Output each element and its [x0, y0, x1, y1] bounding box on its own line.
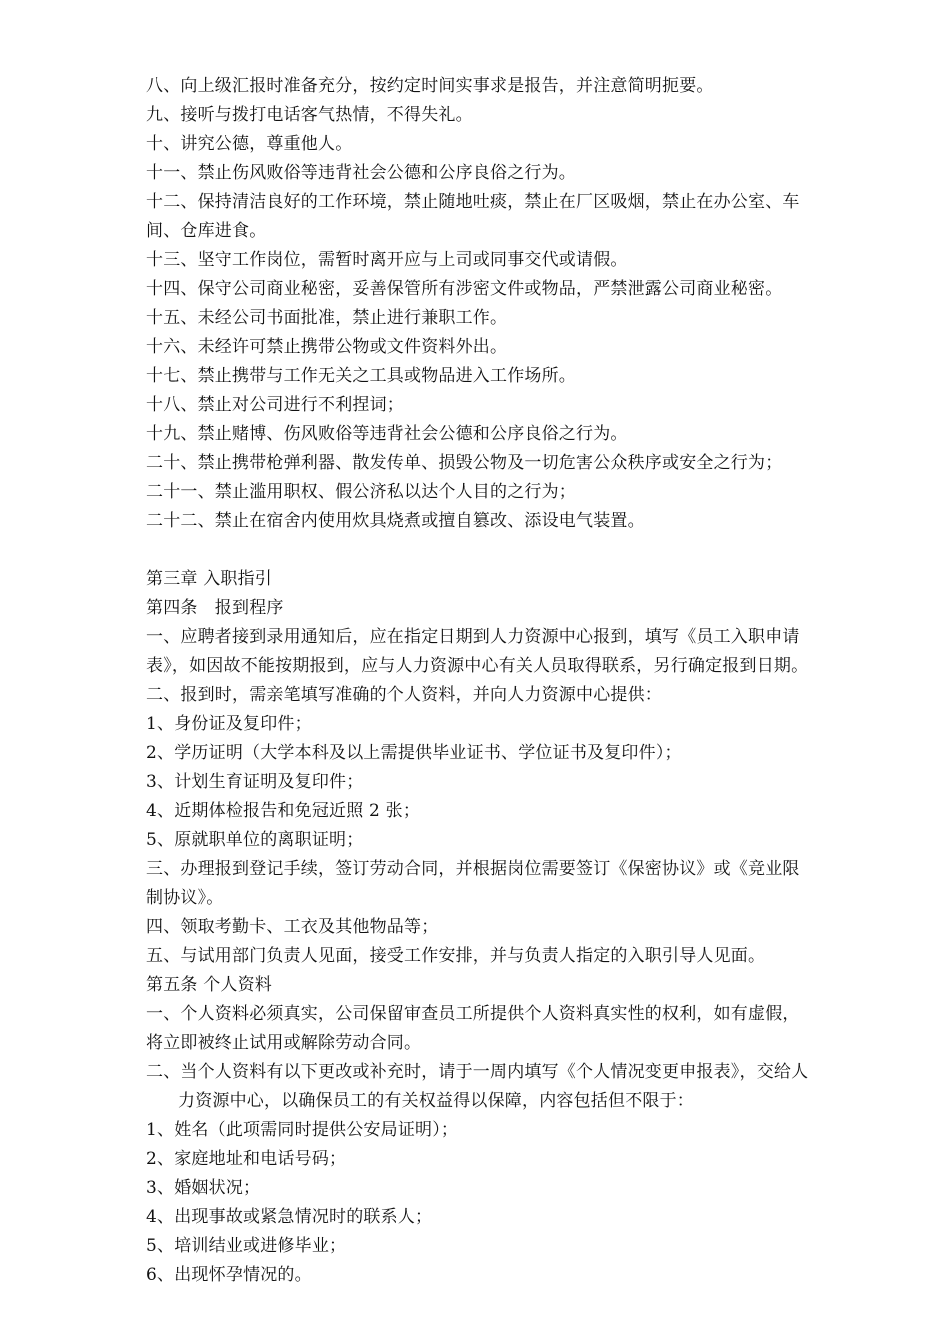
rule-line: 十八、禁止对公司进行不利捏词；	[146, 395, 404, 415]
rule-line: 十六、未经许可禁止携带公物或文件资料外出。	[146, 337, 508, 357]
article-line: 四、领取考勤卡、工衣及其他物品等；	[146, 917, 439, 937]
rule-line: 二十、禁止携带枪弹利器、散发传单、损毁公物及一切危害公众秩序或安全之行为；	[146, 453, 783, 473]
rule-line: 十四、保守公司商业秘密，妥善保管所有涉密文件或物品，严禁泄露公司商业秘密。	[146, 279, 783, 299]
article-line: 6、出现怀孕情况的。	[146, 1265, 312, 1285]
article-4	[146, 594, 886, 971]
article-title: 第四条 报到程序	[146, 598, 284, 618]
rule-line: 八、向上级汇报时准备充分，按约定时间实事求是报告，并注意简明扼要。	[146, 76, 714, 96]
article-line: 2、学历证明（大学本科及以上需提供毕业证书、学位证书及复印件）；	[146, 743, 682, 763]
article-line: 1、身份证及复印件；	[146, 714, 312, 734]
rules-list	[146, 72, 886, 536]
rule-line: 十二、保持清洁良好的工作环境，禁止随地吐痰，禁止在厂区吸烟，禁止在办公室、车	[146, 192, 800, 212]
article-line: 3、婚姻状况；	[146, 1178, 261, 1198]
document-page	[146, 72, 886, 1290]
rule-line: 十三、坚守工作岗位，需暂时离开应与上司或同事交代或请假。	[146, 250, 628, 270]
rule-line: 十七、禁止携带与工作无关之工具或物品进入工作场所。	[146, 366, 576, 386]
article-line: 五、与试用部门负责人见面，接受工作安排，并与负责人指定的入职引导人见面。	[146, 946, 766, 966]
article-title: 第五条 个人资料	[146, 975, 273, 995]
chapter-title: 第三章 入职指引	[146, 569, 273, 589]
article-line: 二、报到时，需亲笔填写准确的个人资料，并向人力资源中心提供：	[146, 685, 662, 705]
article-line: 2、家庭地址和电话号码；	[146, 1149, 347, 1169]
article-line: 三、办理报到登记手续，签订劳动合同，并根据岗位需要签订《保密协议》或《竞业限	[146, 859, 800, 879]
article-line: 5、原就职单位的离职证明；	[146, 830, 364, 850]
article-line: 表》，如因故不能按期报到，应与人力资源中心有关人员取得联系，另行确定报到日期。	[146, 656, 809, 676]
rule-line: 十、讲究公德，尊重他人。	[146, 134, 353, 154]
rule-line: 二十一、禁止滥用职权、假公济私以达个人目的之行为；	[146, 482, 576, 502]
article-line: 1、姓名（此项需同时提供公安局证明）；	[146, 1120, 459, 1140]
article-line: 力资源中心，以确保员工的有关权益得以保障，内容包括但不限于：	[178, 1091, 694, 1111]
article-line: 5、培训结业或进修毕业；	[146, 1236, 347, 1256]
rule-line: 二十二、禁止在宿舍内使用炊具烧煮或擅自篡改、添设电气装置。	[146, 511, 645, 531]
rule-line: 十一、禁止伤风败俗等违背社会公德和公序良俗之行为。	[146, 163, 576, 183]
article-line: 4、出现事故或紧急情况时的联系人；	[146, 1207, 433, 1227]
article-line: 一、个人资料必须真实，公司保留审查员工所提供个人资料真实性的权利，如有虚假，	[146, 1004, 800, 1024]
article-line: 4、近期体检报告和免冠近照 2 张；	[146, 801, 421, 821]
rule-line: 十九、禁止赌博、伤风败俗等违背社会公德和公序良俗之行为。	[146, 424, 628, 444]
rule-line: 十五、未经公司书面批准，禁止进行兼职工作。	[146, 308, 508, 328]
article-line: 制协议》。	[146, 888, 224, 908]
article-line: 一、应聘者接到录用通知后，应在指定日期到人力资源中心报到，填写《员工入职申请	[146, 627, 800, 647]
article-5	[146, 971, 886, 1290]
article-line: 将立即被终止试用或解除劳动合同。	[146, 1033, 422, 1053]
article-line: 3、计划生育证明及复印件；	[146, 772, 364, 792]
rule-line: 间、仓库进食。	[146, 221, 267, 241]
section-gap	[146, 536, 886, 565]
rule-line: 九、接听与拨打电话客气热情，不得失礼。	[146, 105, 473, 125]
article-line: 二、当个人资料有以下更改或补充时，请于一周内填写《个人情况变更申报表》，交给人	[146, 1062, 809, 1082]
